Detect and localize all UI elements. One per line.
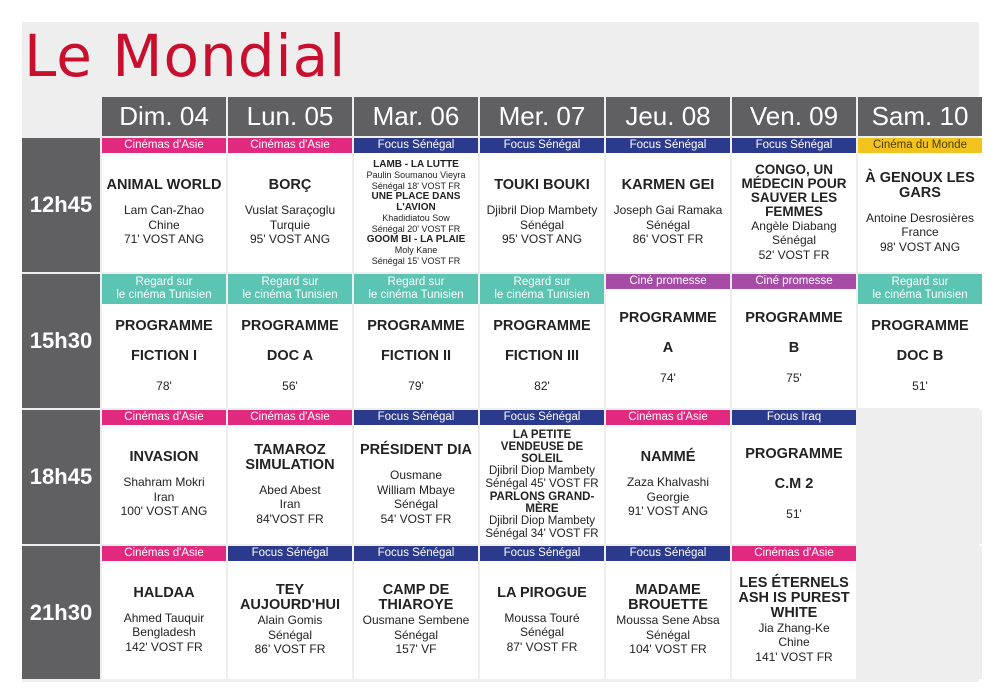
film-country: Sénégal: [645, 627, 691, 642]
category-badge: Cinémas d'Asie: [102, 138, 226, 153]
screening-cell[interactable]: [858, 138, 982, 272]
empty-cell: [858, 410, 982, 544]
film-director: Moussa Sene Absa: [616, 613, 720, 628]
category-badge: Cinémas d'Asie: [606, 410, 730, 425]
screening-cell[interactable]: [354, 546, 478, 679]
film-info: Sénégal 20' VOST FR: [371, 223, 461, 234]
program-duration: 56': [282, 378, 298, 393]
category-badge: [858, 274, 982, 304]
screening-cell[interactable]: [732, 138, 856, 272]
film-director: Djibril Diop Mambety: [488, 464, 596, 477]
category-line: Regard sur: [135, 276, 193, 288]
category-badge: Focus Sénégal: [480, 410, 604, 425]
program-name: B: [788, 340, 800, 357]
program-title: PROGRAMME: [241, 317, 339, 334]
film-country: Sénégal: [519, 625, 565, 640]
film-country: Sénégal: [519, 217, 565, 232]
film-title: BORÇ: [268, 177, 312, 194]
film-director: Ousmane: [389, 468, 443, 482]
film-director: Ahmed Tauquir: [123, 610, 205, 625]
film-info: 104' VOST FR: [629, 642, 707, 657]
film-director: Alain Gomis: [257, 613, 323, 628]
screening-cell[interactable]: [858, 274, 982, 408]
film-director: Moly Kane: [394, 245, 438, 255]
program-name: DOC B: [896, 347, 944, 364]
film-info: 52' VOST FR: [758, 247, 830, 262]
film-director: William Mbaye: [376, 482, 455, 497]
program-name: FICTION II: [380, 347, 452, 364]
film-info: 91' VOST ANG: [627, 504, 709, 519]
film-country: Sénégal: [645, 217, 691, 232]
screening-cell[interactable]: [606, 138, 730, 272]
category-badge: Focus Sénégal: [354, 138, 478, 153]
category-badge: Focus Sénégal: [732, 138, 856, 153]
screening-cell[interactable]: [606, 410, 730, 544]
film-country: Georgie: [646, 489, 690, 504]
screening-cell[interactable]: [102, 410, 226, 544]
day-header: Mer. 07: [480, 97, 604, 136]
program-duration: 82': [534, 378, 550, 393]
film-info: 100' VOST ANG: [120, 504, 208, 519]
category-line: le cinéma Tunisien: [494, 289, 590, 301]
screening-cell[interactable]: [228, 410, 352, 544]
category-line: le cinéma Tunisien: [116, 289, 212, 301]
film-title: KARMEN GEI: [621, 177, 715, 194]
screening-cell[interactable]: [480, 274, 604, 408]
category-badge: Ciné promesse: [732, 274, 856, 289]
screening-cell[interactable]: [732, 274, 856, 408]
film-info: 86' VOST FR: [254, 642, 326, 657]
film-info: 98' VOST ANG: [879, 239, 961, 254]
film-country: Chine: [148, 217, 180, 232]
day-header: Lun. 05: [228, 97, 352, 136]
program-title: PROGRAMME: [493, 317, 591, 334]
category-badge: [480, 274, 604, 304]
day-header: Sam. 10: [858, 97, 982, 136]
category-badge: Cinémas d'Asie: [228, 138, 352, 153]
film-country: Sénégal: [393, 627, 439, 642]
film-title: GOOM BI - LA PLAIE: [366, 234, 466, 245]
category-line: Regard sur: [387, 276, 445, 288]
film-director: Djibril Diop Mambety: [488, 514, 596, 527]
category-badge: Focus Iraq: [732, 410, 856, 425]
category-badge: Cinémas d'Asie: [732, 546, 856, 561]
time-header: 12h45: [22, 138, 100, 272]
film-director: Djibril Diop Mambety: [486, 203, 598, 218]
film-title: LAMB - LA LUTTE: [373, 159, 459, 170]
film-title: NAMMÉ: [640, 449, 696, 466]
grid-corner: [22, 97, 100, 136]
screening-cell[interactable]: [228, 274, 352, 408]
film-info: 84'VOST FR: [256, 511, 324, 526]
screening-cell[interactable]: [606, 274, 730, 408]
film-director: Khadidiatou Sow: [382, 213, 450, 223]
screening-cell[interactable]: [102, 138, 226, 272]
film-title: LA PETITE VENDEUSE DE SOLEIL: [500, 428, 584, 465]
film-title: LA PIROGUE: [497, 584, 587, 601]
film-info: 142' VOST FR: [125, 639, 203, 654]
film-director: Zaza Khalvashi: [626, 475, 710, 490]
film-country: Bengladesh: [132, 625, 196, 640]
time-header: 18h45: [22, 410, 100, 544]
page-title: Le Mondial: [24, 22, 347, 90]
program-title: PROGRAMME: [745, 310, 843, 327]
film-country: Sénégal: [267, 627, 313, 642]
film-country: Sénégal: [393, 497, 439, 511]
program-duration: 75': [786, 371, 802, 386]
program-name: FICTION I: [130, 347, 198, 364]
film-country: Sénégal: [771, 233, 817, 248]
empty-cell: [858, 546, 982, 679]
screening-cell[interactable]: [102, 546, 226, 679]
program-title: PROGRAMME: [619, 310, 717, 327]
screening-cell[interactable]: [228, 138, 352, 272]
category-badge: [228, 274, 352, 304]
film-director: Ousmane Sembene: [362, 613, 470, 628]
film-info: 86' VOST FR: [632, 232, 704, 247]
film-director: Abed Abest: [259, 482, 321, 497]
film-title: PRÉSIDENT DIA: [360, 442, 472, 458]
film-title: MADAME BROUETTE: [628, 582, 708, 614]
program-title: PROGRAMME: [115, 317, 213, 334]
film-director: Jia Zhang-Ke: [758, 620, 830, 635]
day-header: Jeu. 08: [606, 97, 730, 136]
category-badge: Focus Sénégal: [354, 410, 478, 425]
film-info: 87' VOST FR: [506, 639, 578, 654]
film-country: Chine: [778, 635, 810, 650]
film-info: 157' VF: [395, 642, 437, 657]
film-info: Sénégal 45' VOST FR: [485, 477, 599, 490]
film-title: TAMAROZ SIMULATION: [245, 441, 335, 473]
film-director: Lam Can-Zhao: [123, 203, 205, 218]
program-duration: 51': [786, 507, 802, 522]
category-line: Regard sur: [513, 276, 571, 288]
film-title: INVASION: [129, 449, 199, 466]
category-badge: Focus Sénégal: [354, 546, 478, 561]
schedule-grid: [22, 97, 982, 679]
film-director: Angèle Diabang: [751, 218, 837, 233]
program-name: C.M 2: [774, 476, 814, 493]
program-name: FICTION III: [504, 347, 580, 364]
film-title: CAMP DE THIAROYE: [378, 582, 454, 614]
category-badge: [102, 274, 226, 304]
category-badge: Cinémas d'Asie: [102, 410, 226, 425]
screening-cell[interactable]: [228, 546, 352, 679]
category-line: Regard sur: [891, 276, 949, 288]
film-info: Sénégal 15' VOST FR: [371, 255, 461, 266]
film-country: Iran: [153, 489, 175, 504]
screening-cell[interactable]: [354, 138, 478, 272]
screening-cell[interactable]: [732, 410, 856, 544]
film-title: À GENOUX LES GARS: [865, 169, 975, 201]
film-director: Moussa Touré: [504, 610, 580, 625]
film-director: Paulin Soumanou Vieyra: [366, 170, 466, 180]
category-line: le cinéma Tunisien: [242, 289, 338, 301]
category-badge: Ciné promesse: [606, 274, 730, 289]
film-info: 71' VOST ANG: [123, 232, 205, 247]
screening-cell[interactable]: [732, 546, 856, 679]
time-header: 21h30: [22, 546, 100, 679]
time-header: 15h30: [22, 274, 100, 408]
category-line: Regard sur: [261, 276, 319, 288]
category-badge: Cinémas d'Asie: [228, 410, 352, 425]
film-country: France: [901, 225, 939, 240]
film-info: 141' VOST FR: [755, 649, 833, 664]
film-title: ANIMAL WORLD: [106, 177, 222, 194]
film-title: TEY AUJOURD'HUI: [239, 582, 341, 614]
category-badge: Focus Sénégal: [480, 546, 604, 561]
day-header: Mar. 06: [354, 97, 478, 136]
program-duration: 74': [660, 371, 676, 386]
film-director: Shahram Mokri: [123, 475, 205, 490]
film-info: 95' VOST ANG: [501, 232, 583, 247]
film-title: UNE PLACE DANS L'AVION: [371, 191, 461, 213]
program-title: PROGRAMME: [367, 317, 465, 334]
film-title: HALDAA: [133, 584, 195, 601]
film-title: CONGO, UN MÉDECIN POUR SAUVER LES FEMMES: [741, 161, 847, 219]
program-duration: 79': [408, 378, 424, 393]
film-info: Sénégal 34' VOST FR: [485, 527, 599, 540]
film-director: Vuslat Saraçoglu: [244, 203, 336, 218]
film-country: Turquie: [269, 217, 311, 232]
screening-cell[interactable]: [354, 274, 478, 408]
screening-cell[interactable]: [606, 546, 730, 679]
film-title: LES ÉTERNELS ASH IS PUREST WHITE: [738, 574, 850, 621]
screening-cell[interactable]: [480, 410, 604, 544]
day-header: Ven. 09: [732, 97, 856, 136]
day-header: Dim. 04: [102, 97, 226, 136]
film-title: PARLONS GRAND-MÈRE: [489, 490, 595, 515]
category-badge: Cinéma du Monde: [858, 138, 982, 153]
category-badge: Focus Sénégal: [228, 546, 352, 561]
category-badge: Focus Sénégal: [606, 138, 730, 153]
program-title: PROGRAMME: [871, 317, 969, 334]
category-badge: Cinémas d'Asie: [102, 546, 226, 561]
film-director: Antoine Desrosières: [865, 210, 975, 225]
category-badge: Focus Sénégal: [606, 546, 730, 561]
screening-cell[interactable]: [102, 274, 226, 408]
category-line: le cinéma Tunisien: [872, 289, 968, 301]
film-info: 54' VOST FR: [380, 511, 452, 526]
film-info: Sénégal 18' VOST FR: [371, 180, 461, 191]
program-name: A: [662, 340, 674, 357]
film-country: Iran: [279, 497, 301, 512]
program-duration: 51': [912, 378, 928, 393]
screening-cell[interactable]: [480, 546, 604, 679]
film-title: TOUKI BOUKI: [494, 177, 590, 194]
screening-cell[interactable]: [354, 410, 478, 544]
program-title: PROGRAMME: [745, 446, 843, 463]
program-name: DOC A: [266, 347, 314, 364]
film-director: Joseph Gai Ramaka: [613, 203, 723, 218]
screening-cell[interactable]: [480, 138, 604, 272]
category-line: le cinéma Tunisien: [368, 289, 464, 301]
film-info: 95' VOST ANG: [249, 232, 331, 247]
category-badge: [354, 274, 478, 304]
program-duration: 78': [156, 378, 172, 393]
category-badge: Focus Sénégal: [480, 138, 604, 153]
